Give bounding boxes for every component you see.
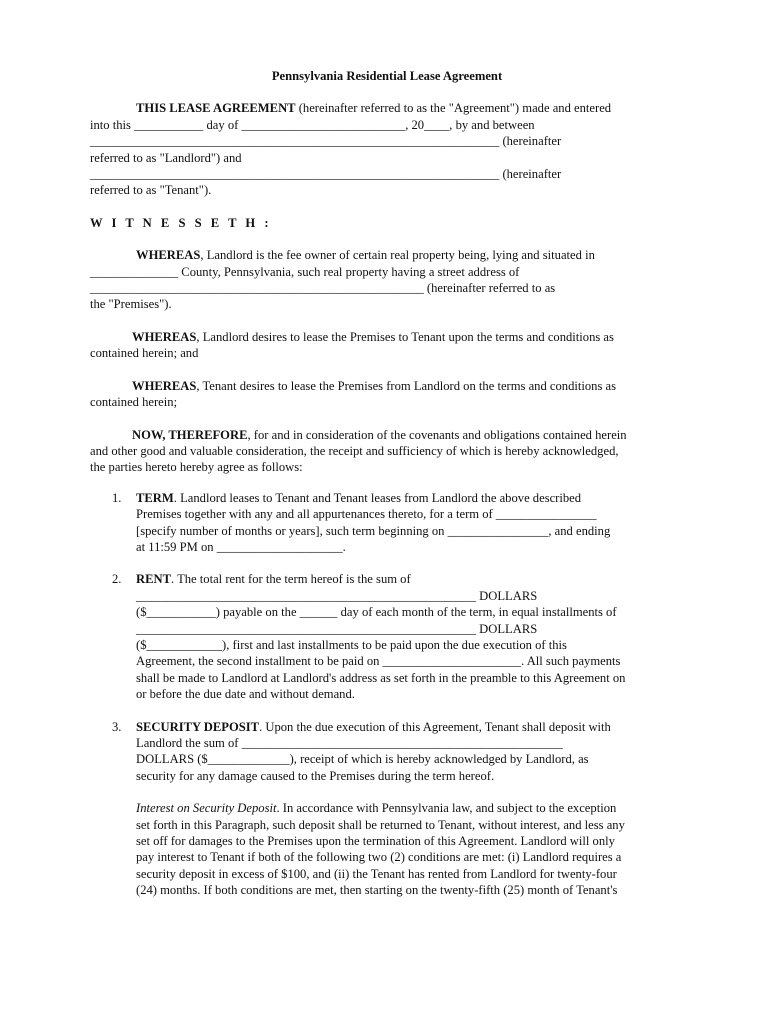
document-title: Pennsylvania Residential Lease Agreement [271,69,503,83]
whereas-paragraph-2 [90,329,684,362]
whereas-line: _____________________________________________________ (hereinafter referred to as [90,281,556,296]
interest-line: set off for damages to the Premises upon the termination of this Agreement. Landlord will only [136,834,615,849]
section-text: . Upon the due execution of this Agreement, Tenant shall deposit with [259,719,611,734]
whereas-text: , Landlord is the fee owner of certain real property being, lying and situated in [200,248,595,263]
interest-line: set forth in this Paragraph, such deposit shall be returned to Tenant, without interest, and less any [136,817,625,832]
whereas-label: WHEREAS [132,329,197,344]
section-heading: TERM [136,490,174,505]
whereas-label: WHEREAS [136,248,201,263]
whereas-paragraph-3 [90,378,684,411]
whereas-line: contained herein; and [90,346,199,361]
whereas-line: ______________ County, Pennsylvania, such real property having a street address of [90,264,520,279]
intro-lead-rest: (hereinafter referred to as the "Agreement") made and entered [295,101,612,116]
now-therefore-paragraph [90,427,684,476]
section-line: ______________________________________________________ DOLLARS [136,621,538,636]
section-line: ($____________), first and last installments to be paid upon the due execution of this [136,637,567,652]
interest-line: (24) months. If both conditions are met, then starting on the twenty-fifth (25) month of Tenant's [136,883,618,898]
section-number: 3. [112,719,122,734]
intro-line: _________________________________________________________________ (hereinafter [90,167,562,182]
intro-lead: THIS LEASE AGREEMENT [136,101,296,116]
section-line: security for any damage caused to the Premises during the term hereof. [136,768,495,783]
section-heading: RENT [136,572,171,587]
intro-paragraph [90,100,684,198]
section-number: 1. [112,490,122,505]
now-therefore-text: , for and in consideration of the covenants and obligations contained herein [247,427,627,442]
interest-line: pay interest to Tenant if both of the following two (2) conditions are met: (i) Landlord requires a [136,850,622,865]
section-line: Landlord the sum of ___________________________________________________ [136,736,563,750]
interest-line: security deposit in excess of $100, and (ii) the Tenant has rented from Landlord for twenty-four [136,866,617,881]
whereas-line: contained herein; [90,395,178,410]
whereas-paragraph-1 [90,247,684,313]
now-therefore-line: the parties hereto hereby agree as follows: [90,460,303,475]
section-term [90,490,684,556]
section-line: at 11:59 PM on ____________________. [136,539,346,554]
interest-text: . In accordance with Pennsylvania law, and subject to the exception [276,801,617,816]
section-line: ($___________) payable on the ______ day of each month of the term, in equal installments of [136,605,617,620]
section-line: shall be made to Landlord at Landlord's address as set forth in the preamble to this Agreement on [136,670,626,685]
intro-line: referred to as "Landlord") and [90,150,242,165]
whereas-label: WHEREAS [132,378,197,393]
section-number: 2. [112,572,122,587]
now-therefore-line: and other good and valuable consideration, the receipt and sufficiency of which is hereby acknowledged, [90,443,619,458]
whereas-text: , Landlord desires to lease the Premises to Tenant upon the terms and conditions as [196,329,614,344]
intro-line: into this ___________ day of __________________________, 20____, by and between [90,117,535,132]
section-line: Agreement, the second installment to be paid on ______________________. All such payments [136,654,621,669]
interest-subheading: Interest on Security Deposit [136,801,277,816]
intro-line: referred to as "Tenant"). [90,183,212,198]
section-line: DOLLARS ($_____________), receipt of which is hereby acknowledged by Landlord, as [136,752,589,767]
section-text: . Landlord leases to Tenant and Tenant leases from Landlord the above described [173,490,582,505]
intro-line: _________________________________________________________________ (hereinafter [90,134,562,149]
now-therefore-label: NOW, THEREFORE [132,427,248,442]
section-heading: SECURITY DEPOSIT [136,719,260,734]
section-line: Premises together with any and all appurtenances thereto, for a term of ________________ [136,507,597,522]
section-line: [specify number of months or years], such term beginning on ________________, and ending [136,523,611,538]
section-line: ______________________________________________________ DOLLARS [136,588,538,603]
section-text: . The total rent for the term hereof is the sum of [171,572,411,587]
section-line: or before the due date and without demand. [136,687,355,702]
witnesseth-heading: W I T N E S S E T H : [90,215,272,230]
section-rent [90,571,684,702]
section-security-deposit [90,719,684,899]
whereas-text: , Tenant desires to lease the Premises from Landlord on the terms and conditions as [196,378,617,393]
whereas-line: the "Premises"). [90,297,172,312]
